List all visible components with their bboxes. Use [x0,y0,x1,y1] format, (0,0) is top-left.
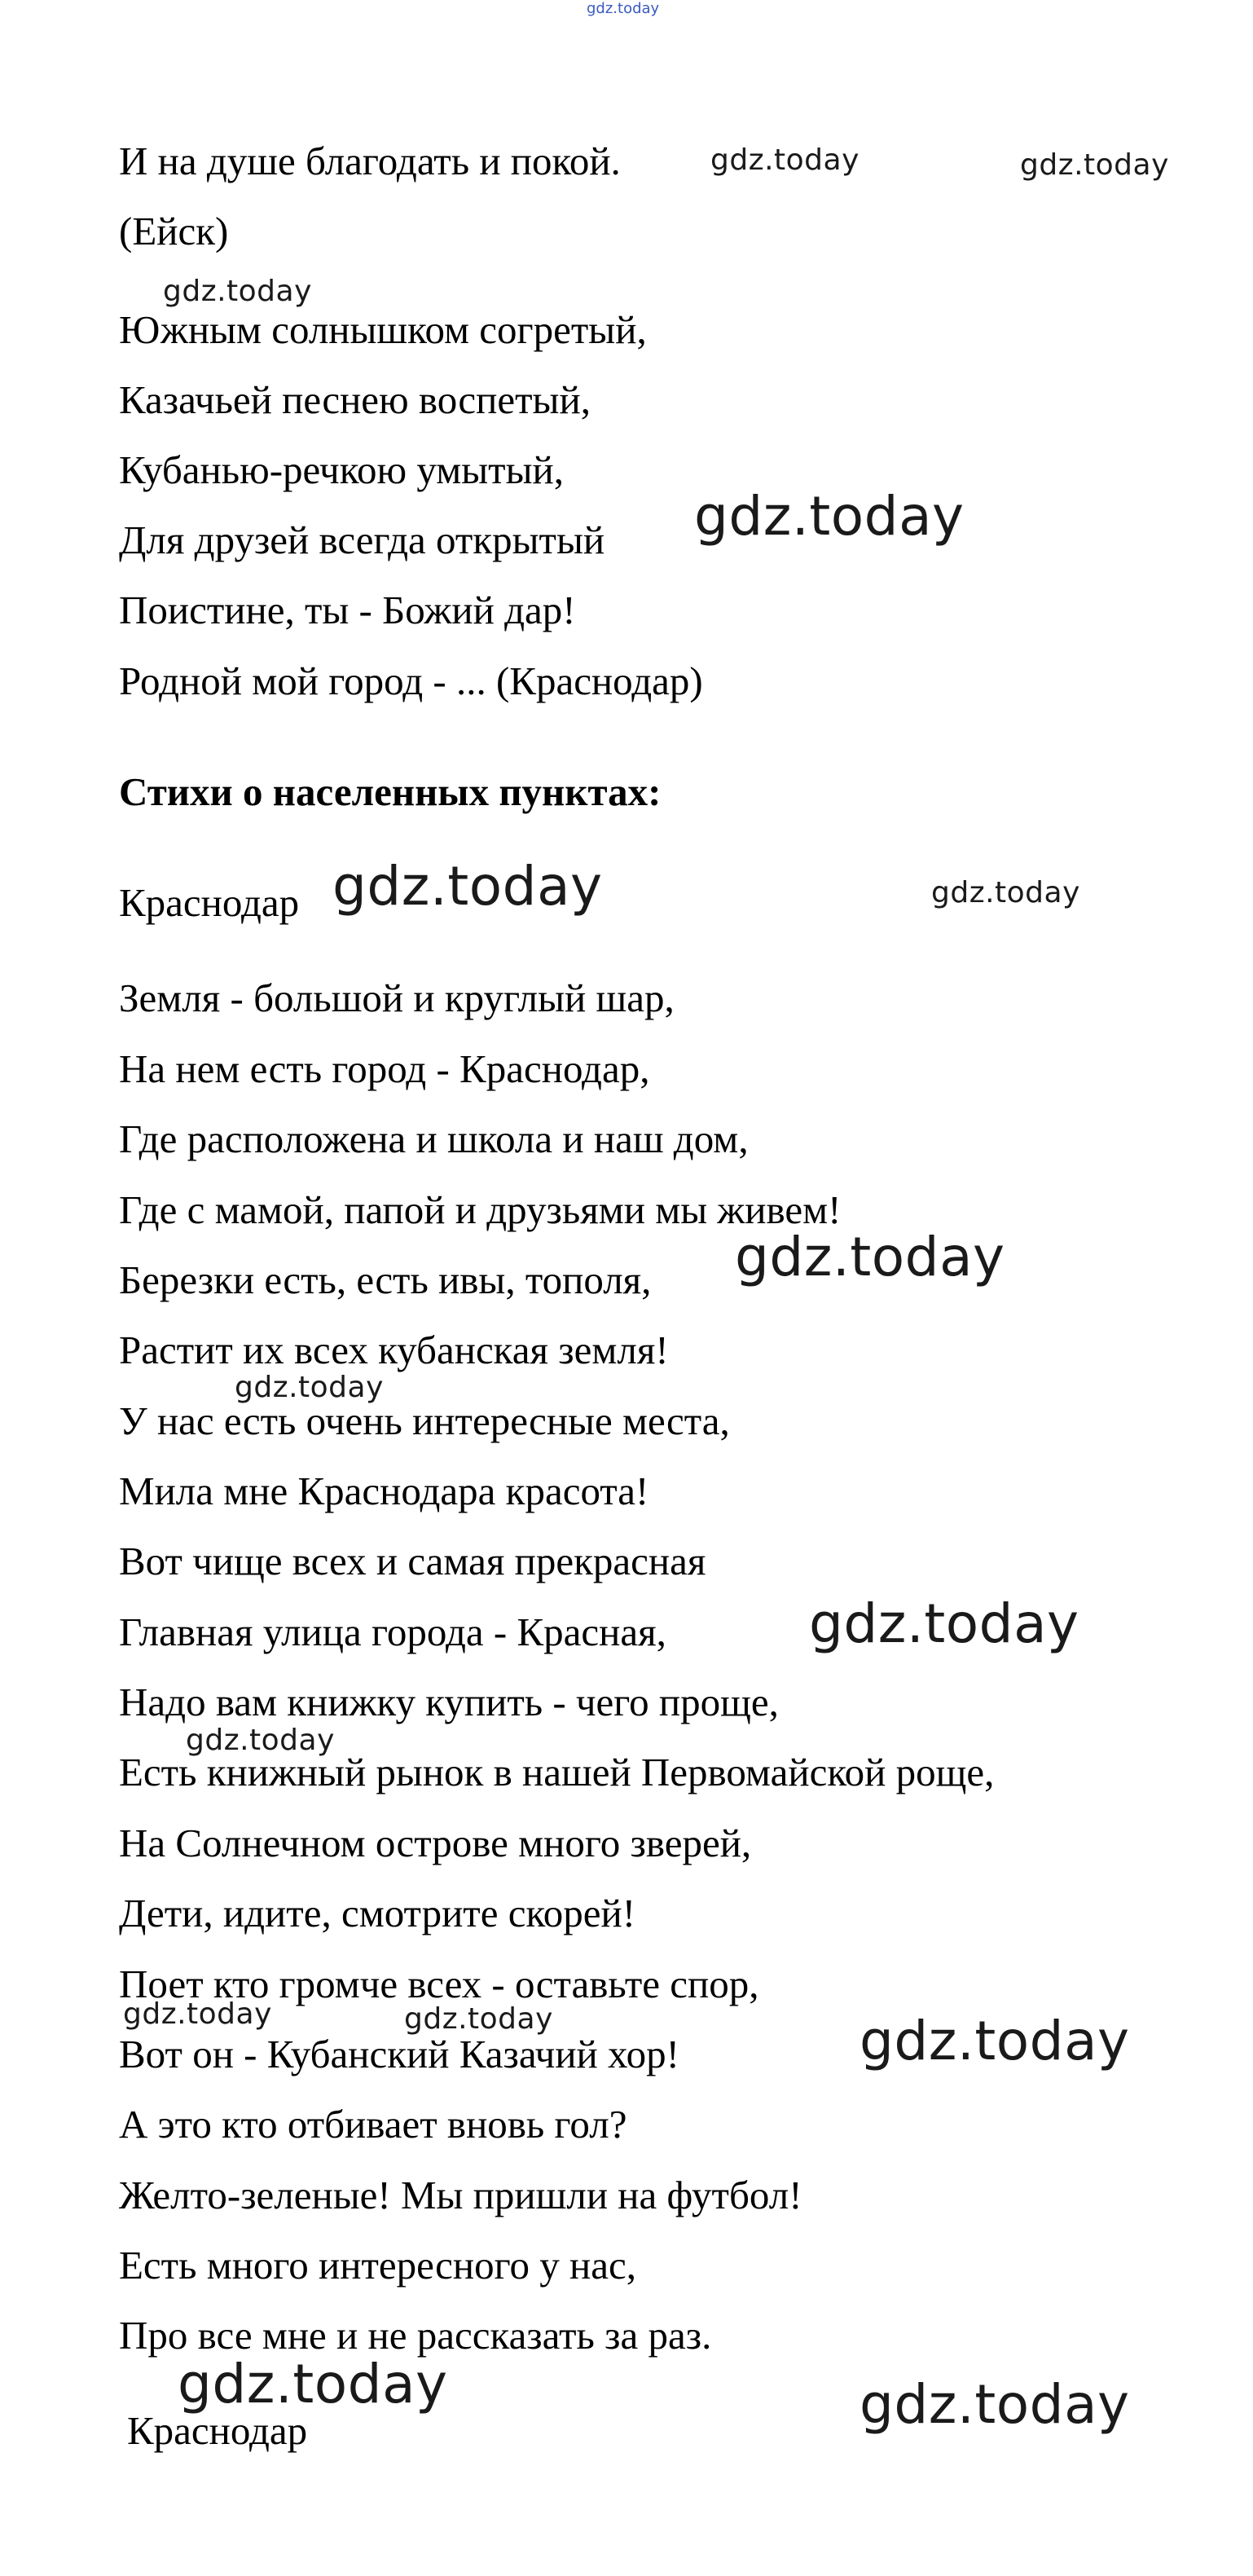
poem3-line: Есть книжный рынок в нашей Первомайской роще, [119,1750,995,1794]
poem3-line: На Солнечном острове много зверей, [119,1821,752,1865]
poem3-line: Дети, идите, смотрите скорей! [119,1891,636,1935]
poem3-line: Желто-зеленые! Мы пришли на футбол! [119,2173,802,2217]
watermark: gdz.today [710,143,860,177]
next-title: Краснодар [127,2408,308,2453]
watermark: gdz.today [735,1226,1005,1288]
watermark: gdz.today [235,1371,384,1404]
poem1-last-line: И на душе благодать и покой. [119,139,621,183]
poem3-line: Мила мне Краснодара красота! [119,1469,649,1513]
poem3-line: Где расположена и школа и наш дом, [119,1116,749,1161]
poem3-line: Где с мамой, папой и друзьями мы живем! [119,1187,842,1232]
watermark: gdz.today [332,855,603,918]
watermark: gdz.today [1020,148,1169,182]
section-heading: Стихи о населенных пунктах: [119,769,662,814]
watermark: gdz.today [178,2353,448,2415]
poem3-line: Поет кто громче всех - оставьте спор, [119,1962,759,2006]
poem2-line: Родной мой город - ... (Краснодар) [119,658,703,703]
watermark: gdz.today [860,2010,1130,2072]
watermark: gdz.today [931,876,1080,909]
watermark: gdz.today [123,1997,272,2031]
watermark: gdz.today [694,485,965,548]
poem3-line: Есть много интересного у нас, [119,2243,636,2288]
poem2-line: Поистине, ты - Божий дар! [119,588,576,632]
poem3-line: Надо вам книжку купить - чего проще, [119,1680,779,1724]
poem3-line: На нем есть город - Краснодар, [119,1046,650,1091]
poem3-line: Главная улица города - Красная, [119,1609,666,1654]
poem3-line: Растит их всех кубанская земля! [119,1328,669,1372]
poem2-line: Кубанью-речкою умытый, [119,447,564,492]
header-watermark: gdz.today [587,0,660,17]
poem3-line: Вот он - Кубанский Казачий хор! [119,2032,679,2076]
watermark: gdz.today [186,1724,335,1757]
poem2-line: Казачьей песнею воспетый, [119,377,591,422]
watermark: gdz.today [809,1592,1079,1655]
poem3-title: Краснодар [119,880,300,925]
poem3-line: У нас есть очень интересные места, [119,1398,730,1443]
poem3-line: А это кто отбивает вновь гол? [119,2102,627,2147]
poem3-line: Про все мне и не рассказать за раз. [119,2313,712,2358]
poem2-line: Южным солнышком согретый, [119,307,647,352]
poem3-line: Земля - большой и круглый шар, [119,975,675,1020]
watermark: gdz.today [860,2373,1130,2436]
poem3-line: Березки есть, есть ивы, тополя, [119,1257,652,1302]
poem2-line: Для друзей всегда открытый [119,517,605,562]
poem3-line: Вот чище всех и самая прекрасная [119,1539,706,1583]
watermark: gdz.today [404,2002,553,2036]
poem1-answer: (Ейск) [119,209,229,253]
watermark: gdz.today [163,275,312,308]
